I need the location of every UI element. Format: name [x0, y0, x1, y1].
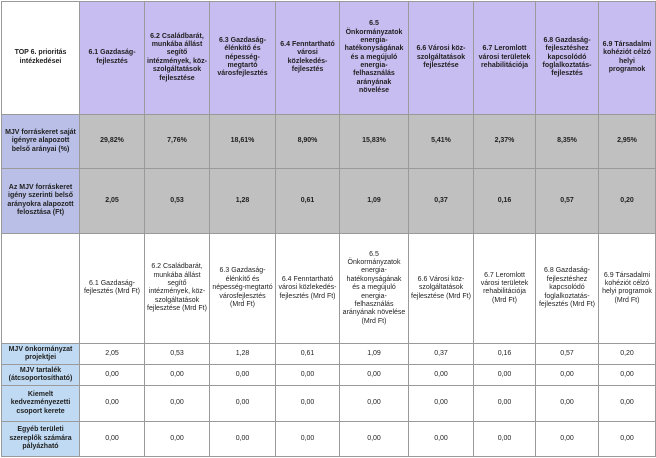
table-row	[2, 114, 656, 168]
table-row	[2, 365, 656, 386]
corner-label: TOP 6. prioritás intézkedései	[2, 2, 80, 115]
col-header: 6.7 Leromlott városi területek rehabilitációja	[474, 2, 536, 115]
table-cell: 8,90%	[276, 114, 340, 168]
table-cell: 0,00	[80, 365, 145, 386]
table-cell: 18,61%	[210, 114, 276, 168]
table-cell: 0,16	[474, 344, 536, 365]
table-cell: 1,09	[340, 169, 409, 233]
table-cell: 0,00	[409, 421, 474, 456]
table-cell: 0,00	[536, 365, 599, 386]
table-cell: 0,00	[474, 365, 536, 386]
col-header: 6.3 Gazdaság-élénkítő és népesség-megtartó városfejlesztés	[210, 2, 276, 115]
table-cell: 0,00	[536, 421, 599, 456]
table-cell: 0,00	[599, 386, 656, 421]
table-cell: 0,37	[409, 169, 474, 233]
table-row	[2, 421, 656, 456]
col-header-mrd: 6.5 Önkormányzatok energia-hatékonyságának és a megújuló energia-felhasználás arányának növelése (Mrd Ft)	[340, 233, 409, 344]
col-header: 6.8 Gazdaság-fejlesztéshez kapcsolódó foglalkoztatás-fejlesztés	[536, 2, 599, 115]
table-cell: 0,00	[474, 386, 536, 421]
table-cell: 0,00	[599, 365, 656, 386]
col-header-mrd: 6.1 Gazdaság-fejlesztés (Mrd Ft)	[80, 233, 145, 344]
table-cell: 0,53	[145, 344, 210, 365]
table-cell: 0,00	[409, 386, 474, 421]
table-cell: 0,00	[276, 421, 340, 456]
table-cell: 29,82%	[80, 114, 145, 168]
col-header: 6.1 Gazdaság-fejlesztés	[80, 2, 145, 115]
table-cell: 0,00	[340, 365, 409, 386]
col-header-mrd: 6.3 Gazdaság-élénkítő és népesség-megtartó városfejlesztés (Mrd Ft)	[210, 233, 276, 344]
table-cell: 0,00	[340, 386, 409, 421]
table-cell: 2,37%	[474, 114, 536, 168]
table-cell: 0,37	[409, 344, 474, 365]
table-cell: 0,00	[474, 421, 536, 456]
table-cell: 0,00	[599, 421, 656, 456]
table-cell: 1,28	[210, 169, 276, 233]
col-header: 6.4 Fenntartható városi közlekedés-fejlesztés	[276, 2, 340, 115]
table-row	[2, 344, 656, 365]
col-header-mrd: 6.7 Leromlott városi területek rehabilitációja (Mrd Ft)	[474, 233, 536, 344]
table-row	[2, 169, 656, 233]
table-cell: 0,00	[340, 421, 409, 456]
table-cell: 0,00	[276, 386, 340, 421]
blank-corner	[2, 233, 80, 344]
table-cell: 8,35%	[536, 114, 599, 168]
table-cell: 2,95%	[599, 114, 656, 168]
col-header-mrd: 6.6 Városi köz-szolgáltatások fejlesztése (Mrd Ft)	[409, 233, 474, 344]
col-header-mrd: 6.8 Gazdaság-fejlesztéshez kapcsolódó foglalkoztatás-fejlesztés (Mrd Ft)	[536, 233, 599, 344]
table-cell: 0,00	[409, 365, 474, 386]
header-row-mrd	[2, 233, 656, 344]
header-row-top	[2, 2, 656, 115]
row-label: Kiemelt kedvezményezetti csoport kerete	[2, 386, 80, 421]
table-cell: 0,00	[145, 421, 210, 456]
table-cell: 2,05	[80, 169, 145, 233]
table-cell: 0,00	[80, 421, 145, 456]
col-header: 6.2 Családbarát, munkába állást segítő intézmények, köz-szolgáltatások fejlesztése	[145, 2, 210, 115]
allocation-table	[1, 1, 656, 457]
row-label: MJV forráskeret saját igényre alapozott belső arányai (%)	[2, 114, 80, 168]
row-label: MJV tartalék (átcsoportosítható)	[2, 365, 80, 386]
col-header-mrd: 6.2 Családbarát, munkába állást segítő intézmények, köz-szolgáltatások fejlesztése (Mrd Ft)	[145, 233, 210, 344]
table-cell: 0,00	[536, 386, 599, 421]
table-row	[2, 386, 656, 421]
table-cell: 2,05	[80, 344, 145, 365]
table-cell: 0,00	[276, 365, 340, 386]
table-cell: 0,00	[210, 386, 276, 421]
table-cell: 0,00	[210, 365, 276, 386]
table-cell: 0,57	[536, 169, 599, 233]
table-cell: 0,53	[145, 169, 210, 233]
col-header-mrd: 6.9 Társadalmi kohéziót célzó helyi programok (Mrd Ft)	[599, 233, 656, 344]
table-cell: 0,61	[276, 169, 340, 233]
table-cell: 5,41%	[409, 114, 474, 168]
row-label: Az MJV forráskeret igény szerinti belső arányokra alapozott felosztása (Ft)	[2, 169, 80, 233]
col-header: 6.5 Önkormányzatok energia-hatékonyságának és a megújuló energia-felhasználás arányának növelése	[340, 2, 409, 115]
table-cell: 0,20	[599, 169, 656, 233]
col-header-mrd: 6.4 Fenntartható városi közlekedés-fejlesztés (Mrd Ft)	[276, 233, 340, 344]
table-cell: 1,28	[210, 344, 276, 365]
row-label: MJV önkormányzat projektjei	[2, 344, 80, 365]
table-cell: 0,57	[536, 344, 599, 365]
table-cell: 0,20	[599, 344, 656, 365]
col-header: 6.6 Városi köz-szolgáltatások fejlesztése	[409, 2, 474, 115]
col-header: 6.9 Társadalmi kohéziót célzó helyi programok	[599, 2, 656, 115]
table-cell: 0,61	[276, 344, 340, 365]
table-cell: 1,09	[340, 344, 409, 365]
table-cell: 0,16	[474, 169, 536, 233]
table-cell: 7,76%	[145, 114, 210, 168]
table-cell: 0,00	[145, 365, 210, 386]
table-cell: 15,83%	[340, 114, 409, 168]
table-cell: 0,00	[80, 386, 145, 421]
table-cell: 0,00	[145, 386, 210, 421]
row-label: Egyéb területi szereplők számára pályázható	[2, 421, 80, 456]
table-cell: 0,00	[210, 421, 276, 456]
